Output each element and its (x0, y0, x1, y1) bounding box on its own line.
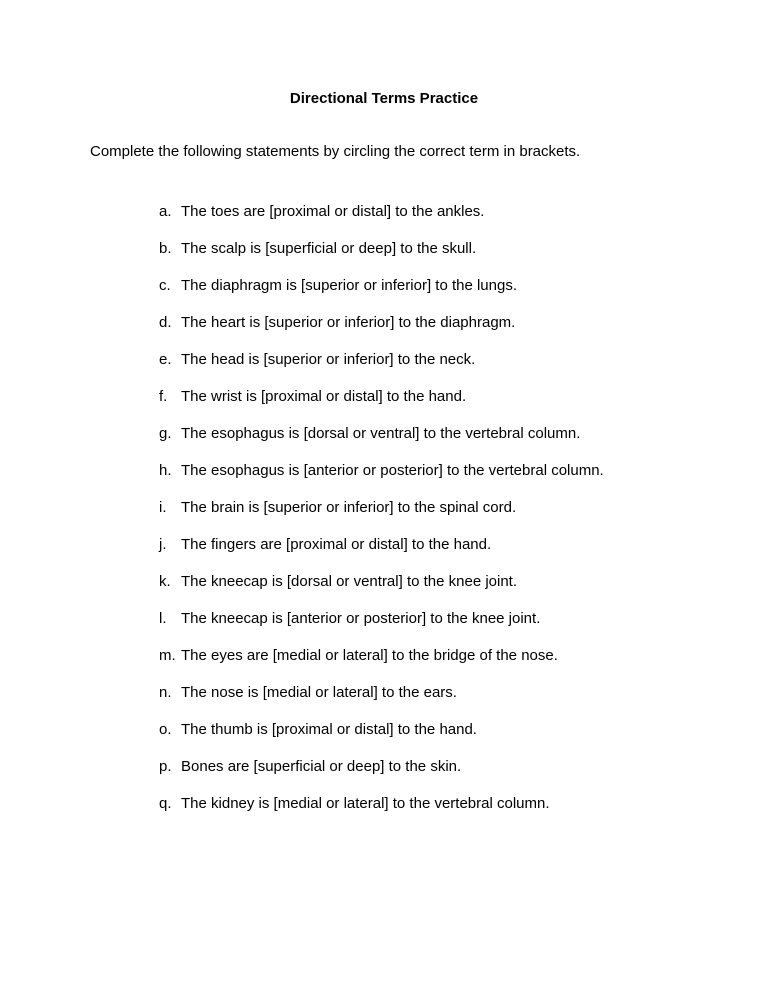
list-item (159, 722, 728, 738)
item-letter: c. (159, 277, 171, 294)
item-text: The brain is [superior or inferior] to the spinal cord. (181, 499, 517, 516)
item-letter: a. (159, 203, 172, 220)
list-item (159, 648, 728, 664)
item-text: The head is [superior or inferior] to the neck. (181, 351, 476, 368)
item-text: The kneecap is [anterior or posterior] to the knee joint. (181, 610, 541, 627)
list-item (159, 426, 728, 442)
item-text: Bones are [superficial or deep] to the skin. (181, 758, 462, 775)
item-text: The nose is [medial or lateral] to the ears. (181, 684, 457, 701)
item-letter: i. (159, 499, 167, 516)
item-text: The kneecap is [dorsal or ventral] to the knee joint. (181, 573, 518, 590)
list-item (159, 204, 728, 220)
list-item (159, 537, 728, 553)
item-letter: e. (159, 351, 172, 368)
list-item (159, 685, 728, 701)
list-item (159, 759, 728, 775)
item-text: The eyes are [medial or lateral] to the bridge of the nose. (181, 647, 558, 664)
item-letter: f. (159, 388, 168, 405)
item-letter: l. (159, 610, 167, 627)
list-item (159, 352, 728, 368)
item-letter: h. (159, 462, 172, 479)
item-letter: n. (159, 684, 172, 701)
worksheet-list (159, 204, 728, 812)
worksheet-title: Directional Terms Practice (289, 90, 479, 107)
item-text: The scalp is [superficial or deep] to the skull. (181, 240, 477, 257)
item-text: The heart is [superior or inferior] to the diaphragm. (181, 314, 516, 331)
list-item (159, 574, 728, 590)
item-text: The diaphragm is [superior or inferior] to the lungs. (181, 277, 517, 294)
item-letter: q. (159, 795, 172, 812)
list-item (159, 389, 728, 405)
item-text: The thumb is [proximal or distal] to the hand. (181, 721, 477, 738)
item-text: The kidney is [medial or lateral] to the vertebral column. (181, 795, 550, 812)
item-letter: d. (159, 314, 172, 331)
list-item (159, 796, 728, 812)
item-letter: p. (159, 758, 172, 775)
item-text: The esophagus is [anterior or posterior] to the vertebral column. (181, 462, 604, 479)
list-item (159, 500, 728, 516)
item-letter: j. (159, 536, 167, 553)
instruction-text: Complete the following statements by circling the correct term in brackets. (90, 143, 581, 160)
item-letter: k. (159, 573, 171, 590)
item-letter: o. (159, 721, 172, 738)
item-letter: g. (159, 425, 172, 442)
list-item (159, 463, 728, 479)
list-item (159, 315, 728, 331)
item-text: The esophagus is [dorsal or ventral] to the vertebral column. (181, 425, 581, 442)
item-text: The fingers are [proximal or distal] to the hand. (181, 536, 492, 553)
list-item (159, 241, 728, 257)
list-item (159, 278, 728, 294)
item-text: The toes are [proximal or distal] to the ankles. (181, 203, 485, 220)
item-letter: b. (159, 240, 172, 257)
item-text: The wrist is [proximal or distal] to the hand. (181, 388, 467, 405)
item-letter: m. (159, 647, 176, 664)
list-item (159, 611, 728, 627)
